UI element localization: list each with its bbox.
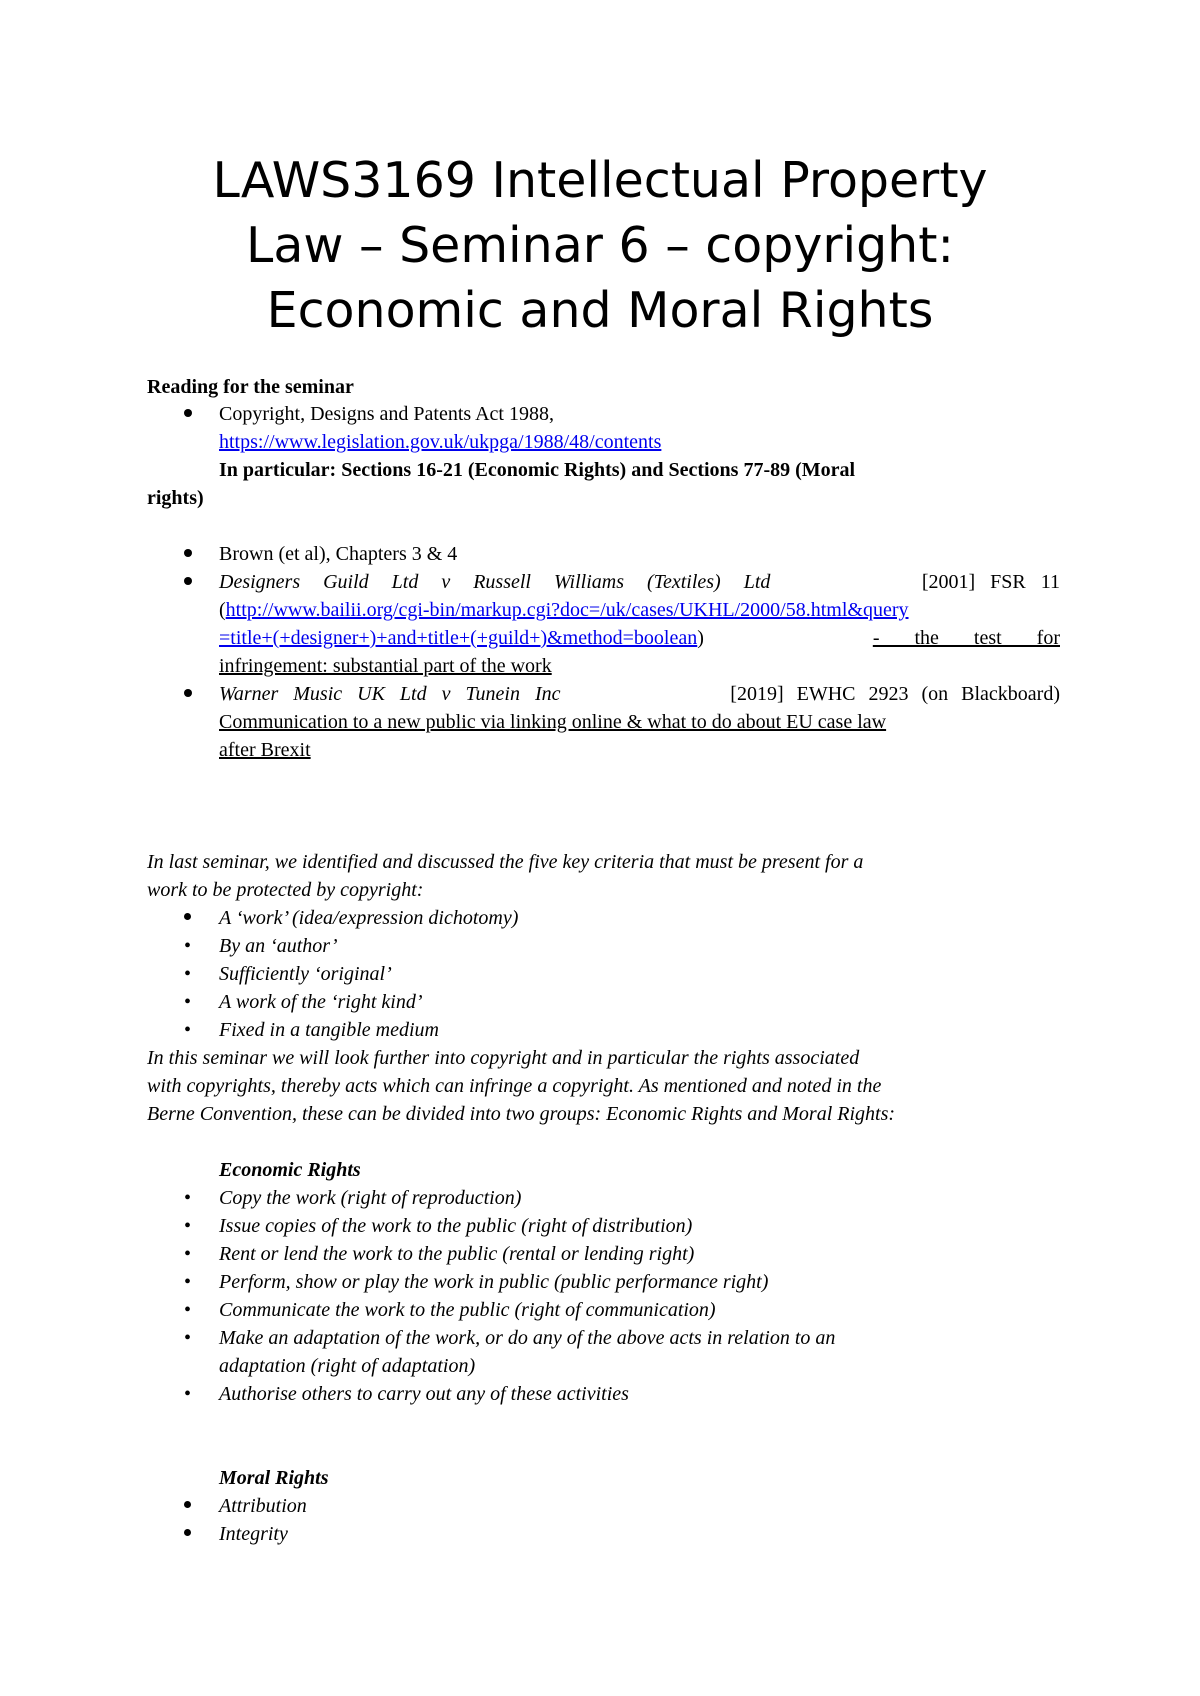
small-bullet-icon: • bbox=[184, 1327, 192, 1349]
criteria-item: Sufficiently ‘original’ bbox=[219, 963, 392, 985]
intro-line-2: work to be protected by copyright: bbox=[147, 879, 424, 901]
small-bullet-icon: • bbox=[184, 1271, 192, 1293]
warner-note-line-2: after Brexit bbox=[219, 739, 311, 761]
title-line-3: Economic and Moral Rights bbox=[266, 282, 934, 339]
economic-right-item: Issue copies of the work to the public (right of distribution) bbox=[219, 1215, 693, 1237]
bailii-link[interactable]: http://www.bailii.org/cgi-bin/markup.cgi?doc=/uk/cases/UKHL/2000/58.html&query bbox=[225, 599, 909, 621]
bailii-link-line-2: =title+(+designer+)+and+title+(+guild+)&method=boolean) - the test for bbox=[219, 624, 1060, 652]
bullet-icon bbox=[184, 913, 191, 920]
economic-right-item: Perform, show or play the work in public (public performance right) bbox=[219, 1271, 769, 1293]
reading-item-warner bbox=[219, 680, 1060, 708]
bullet-icon bbox=[184, 1529, 191, 1536]
designers-guild-note: - the test for bbox=[872, 627, 1060, 649]
reading-item-cdpa: Copyright, Designs and Patents Act 1988, bbox=[219, 403, 554, 425]
designers-guild-note-line-2: infringement: substantial part of the work bbox=[219, 655, 552, 677]
moral-right-item: Integrity bbox=[219, 1523, 288, 1545]
bailii-link-line-1 bbox=[219, 596, 1060, 624]
bullet-icon bbox=[184, 1501, 191, 1508]
criteria-item: A work of the ‘right kind’ bbox=[219, 991, 423, 1013]
economic-right-item: Authorise others to carry out any of these activities bbox=[219, 1383, 629, 1405]
open-paren: ( bbox=[219, 599, 226, 621]
case-name-designers-guild: Designers Guild Ltd v Russell Williams (Textiles) Ltd bbox=[219, 571, 771, 593]
small-bullet-icon: • bbox=[184, 991, 192, 1013]
seminar-para-line-1: In this seminar we will look further into copyright and in particular the rights associated bbox=[147, 1047, 860, 1069]
economic-right-item-continued: adaptation (right of adaptation) bbox=[219, 1355, 476, 1377]
reading-item-brown: Brown (et al), Chapters 3 & 4 bbox=[219, 543, 458, 565]
bullet-icon bbox=[184, 577, 192, 585]
criteria-item: A ‘work’ (idea/expression dichotomy) bbox=[219, 907, 519, 929]
bailii-link-continued[interactable]: =title+(+designer+)+and+title+(+guild+)&method=boolean bbox=[219, 627, 698, 649]
small-bullet-icon: • bbox=[184, 1299, 192, 1321]
reading-note-line-1: In particular: Sections 16-21 (Economic Rights) and Sections 77-89 (Moral bbox=[219, 459, 856, 481]
economic-right-item: Make an adaptation of the work, or do any of the above acts in relation to an bbox=[219, 1327, 836, 1349]
economic-right-item: Rent or lend the work to the public (rental or lending right) bbox=[219, 1243, 695, 1265]
reading-heading: Reading for the seminar bbox=[147, 376, 354, 398]
reading-item-designers-guild bbox=[219, 568, 1060, 596]
economic-right-item: Communicate the work to the public (right of communication) bbox=[219, 1299, 716, 1321]
bullet-icon bbox=[184, 409, 192, 417]
small-bullet-icon: • bbox=[184, 1187, 192, 1209]
small-bullet-icon: • bbox=[184, 963, 192, 985]
small-bullet-icon: • bbox=[184, 1215, 192, 1237]
small-bullet-icon: • bbox=[184, 935, 192, 957]
moral-right-item: Attribution bbox=[219, 1495, 307, 1517]
criteria-item: Fixed in a tangible medium bbox=[219, 1019, 439, 1041]
moral-rights-heading: Moral Rights bbox=[219, 1467, 329, 1489]
intro-line-1: In last seminar, we identified and discussed the five key criteria that must be present for a bbox=[147, 851, 864, 873]
legislation-link[interactable]: https://www.legislation.gov.uk/ukpga/1988/48/contents bbox=[219, 431, 662, 453]
economic-rights-heading: Economic Rights bbox=[219, 1159, 361, 1181]
seminar-para-line-2: with copyrights, thereby acts which can infringe a copyright. As mentioned and noted in the bbox=[147, 1075, 882, 1097]
case-citation-warner: [2019] EWHC 2923 (on Blackboard) bbox=[730, 683, 1060, 705]
small-bullet-icon: • bbox=[184, 1383, 192, 1405]
title-line-2: Law – Seminar 6 – copyright: bbox=[246, 217, 954, 274]
warner-note-line-1: Communication to a new public via linking online & what to do about EU case law bbox=[219, 711, 887, 733]
case-citation-designers-guild: [2001] FSR 11 bbox=[921, 571, 1060, 593]
reading-note-line-2: rights) bbox=[147, 487, 204, 509]
bullet-icon bbox=[184, 689, 192, 697]
document-title bbox=[120, 148, 1080, 343]
small-bullet-icon: • bbox=[184, 1243, 192, 1265]
criteria-item: By an ‘author’ bbox=[219, 935, 338, 957]
case-name-warner: Warner Music UK Ltd v Tunein Inc bbox=[219, 683, 561, 705]
small-bullet-icon: • bbox=[184, 1019, 192, 1041]
title-line-1: LAWS3169 Intellectual Property bbox=[212, 152, 988, 209]
bullet-icon bbox=[184, 549, 192, 557]
seminar-para-line-3: Berne Convention, these can be divided into two groups: Economic Rights and Moral Rights: bbox=[147, 1103, 896, 1125]
economic-right-item: Copy the work (right of reproduction) bbox=[219, 1187, 522, 1209]
